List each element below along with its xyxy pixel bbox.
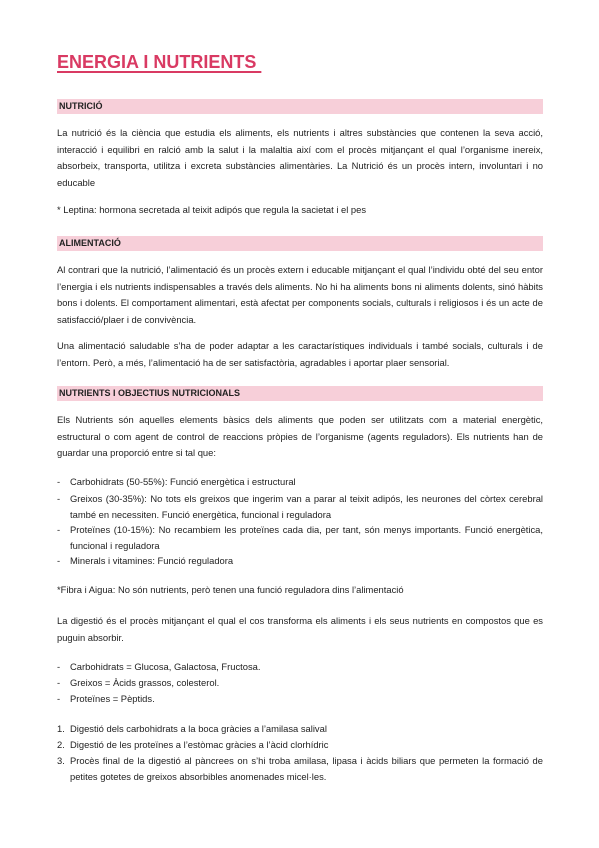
bullet-marker: - — [57, 661, 61, 672]
alimentacio-paragraph-2: Una alimentació saludable s’ha de poder adaptar a les caractarístiques individuals i també socials, culturals i de l’entorn. Però, a més, l’alimentació ha de ser satisfactòria, agradables i aportar plaer sensorial. — [57, 340, 543, 368]
list-item — [57, 691, 543, 707]
list-item — [57, 659, 543, 675]
nutrients-paragraph: Els Nutrients són aquelles elements bàsics dels aliments que poden ser utilitzats com a material energètic, estructural o com agent de control de reaccions pròpies de l’organisme (agents reguladors). Els nutrients han de guardar una proporció entre si tal que: — [57, 414, 543, 458]
list-item — [57, 522, 543, 554]
digestio-paragraph: La digestió és el procès mitjançant el qual el cos transforma els aliments i els seus nutrients en compostos que es puguin absorbir. — [57, 615, 543, 643]
alimentacio-paragraph-1: Al contrari que la nutrició, l’alimentació és un procès extern i educable mitjançant el qual l’individu obté del seu entor l’energia i els nutrients indispensables a través dels aliments. No hi ha aliments bons ni aliments dolents, sinó hàbits bons i dolents. El comportament alimentari, està afectat per components socials, culturals i religiosos i és un acte de satisfacció/plaer i de convivència. — [57, 264, 543, 325]
number-marker: 2. — [57, 739, 65, 750]
section-heading-alimentacio: ALIMENTACIÓ — [57, 236, 543, 251]
list-item — [57, 675, 543, 691]
bullet-marker: - — [57, 555, 61, 566]
bullet-marker: - — [57, 677, 61, 688]
numbered-item — [57, 753, 543, 785]
numbered-item-text: Procès final de la digestió al pàncrees on s’hi troba amilasa, lipasa i àcids biliars que permeten la formació de petites gotetes de greixos absorbibles anomenades micel·les. — [70, 755, 543, 782]
section-heading-nutrients: NUTRIENTS I OBJECTIUS NUTRICIONALS — [57, 386, 543, 401]
number-marker: 3. — [57, 755, 65, 766]
page-title: ENERGIA I NUTRIENTS — [57, 52, 262, 72]
list-item — [57, 553, 543, 569]
nutricio-paragraph: La nutrició és la ciència que estudia els aliments, els nutrients i altres substàncies que contenen la seva acció, interacció i equilibri en ralció amb la salut i la malaltia així com el procès mitjançant el qual l’organisme inereix, absorbeix, transporta, utilitza i excreta substàncies alimentàries. La Nutrició és un procès intern, involuntari i no educable — [57, 127, 543, 188]
list-item-text: Minerals i vitamines: Funció reguladora — [70, 555, 234, 566]
list-item-text: Carbohidrats (50-55%): Funció energètica i estructural — [70, 476, 296, 487]
bullet-marker: - — [57, 693, 61, 704]
list-item-text: Carbohidrats = Glucosa, Galactosa, Fructosa. — [70, 661, 261, 672]
section-heading-nutricio: NUTRICIÓ — [57, 99, 543, 114]
list-item — [57, 474, 543, 490]
fibra-note: *Fibra i Aigua: No són nutrients, però tenen una funció reguladora dins l’alimentació — [57, 584, 404, 595]
list-item-text: Greixos = Àcids grassos, colesterol. — [70, 677, 220, 688]
bullet-marker: - — [57, 493, 61, 504]
list-item-text: Greixos (30-35%): No tots els greixos que ingerim van a parar al teixit adipós, les neurones del còrtex cerebral també en necessiten. Funció energètica, funcional i reguladora — [70, 493, 543, 520]
numbered-item-text: Digestió de les proteïnes a l’estòmac gràcies a l’àcid clorhídric — [70, 739, 329, 750]
bullet-marker: - — [57, 476, 61, 487]
numbered-item — [57, 737, 543, 753]
list-item — [57, 491, 543, 523]
numbered-item — [57, 721, 543, 737]
number-marker: 1. — [57, 723, 65, 734]
bullet-marker: - — [57, 524, 61, 535]
list-item-text: Proteïnes (10-15%): No recambiem les proteïnes cada dia, per tant, són menys importants. Funció energètica, funcional i reguladora — [70, 524, 543, 551]
list-item-text: Proteïnes = Pèptids. — [70, 693, 155, 704]
leptina-note: * Leptina: hormona secretada al teixit adipós que regula la sacietat i el pes — [57, 204, 367, 215]
numbered-item-text: Digestió dels carbohidrats a la boca gràcies a l’amilasa salival — [70, 723, 327, 734]
